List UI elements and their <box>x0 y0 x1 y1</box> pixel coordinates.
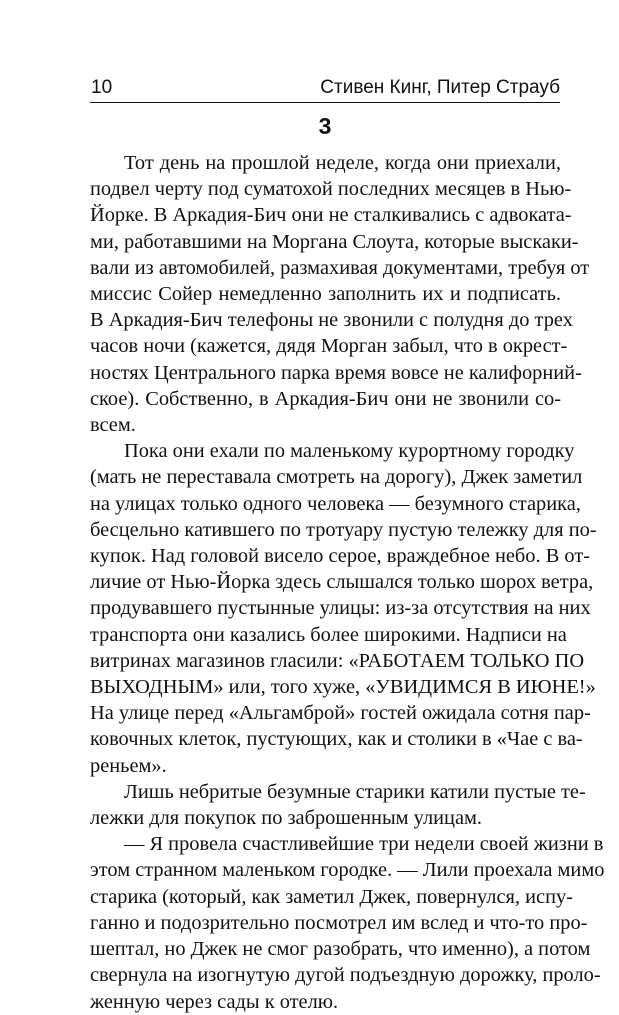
paragraph <box>90 831 605 1014</box>
text-line: этом странном маленьком городке. — Лили проехала мимо <box>90 859 605 882</box>
paragraph <box>90 438 597 779</box>
paragraph <box>90 150 590 438</box>
text-line: часов ночи (кажется, дядя Морган забыл, что в окрест- <box>90 335 568 358</box>
text-line: (мать не переставала смотреть на дорогу), Джек заметил <box>90 466 583 489</box>
text-line: Тот день на прошлой неделе, когда они приехали, <box>124 152 561 174</box>
text-line: ВЫХОДНЫМ» или, того хуже, «УВИДИМСЯ В ИЮНЕ!» <box>90 676 596 699</box>
text-line: женную через сады к отелю. <box>90 990 339 1013</box>
text-line: вали из автомобилей, размахивая документами, требуя от <box>90 256 590 279</box>
text-line: на улицах только одного человека — безумного старика, <box>90 492 581 515</box>
text-line: ми, работавшими на Моргана Слоута, которые выскаки- <box>90 230 579 253</box>
text-line: ковочных клеток, пустующих, как и столики в «Чае с ва- <box>90 728 583 751</box>
text-line: продувавшего пустынные улицы: из-за отсутствия на них <box>90 597 591 620</box>
text-line: — Я провела счастливейшие три недели своей жизни в <box>124 833 604 856</box>
text-line: ностях Центрального парка время вовсе не калифорний- <box>90 361 582 384</box>
text-line: купок. Над головой висело серое, враждебное небо. В от- <box>90 545 591 568</box>
text-line: шептал, но Джек не смог разобрать, что именно), а потом <box>90 938 591 961</box>
text-line: витринах магазинов гласили: «РАБОТАЕМ ТОЛЬКО ПО <box>90 649 585 672</box>
text-line: Пока они ехали по маленькому курортному городку <box>124 440 575 463</box>
text-line: старика (который, как заметил Джек, повернулся, испу- <box>90 885 573 908</box>
running-title: Стивен Кинг, Питер Страуб <box>320 77 560 98</box>
text-line: ганно и подозрительно посмотрел им вслед и что-то про- <box>90 911 588 934</box>
paragraph <box>90 779 586 831</box>
text-line: свернула на изогнутую дугой подъездную дорожку, проло- <box>90 964 601 987</box>
text-line: На улице перед «Альгамброй» гостей ожидала сотня пар- <box>90 702 591 725</box>
text-line: Йорке. В Аркадия-Бич они не сталкивались с адвоката- <box>90 204 572 227</box>
chapter-number: 3 <box>318 113 332 139</box>
text-line: ское). Собственно, в Аркадия-Бич они не звонили со- <box>90 387 561 410</box>
text-line: реньем». <box>90 754 167 777</box>
text-line: миссис Сойер немедленно заполнить их и подписать. <box>90 283 561 306</box>
text-line: В Аркадия-Бич телефоны не звонили с полудня до трех <box>90 309 573 332</box>
text-line: всем. <box>90 414 136 437</box>
text-line: Лишь небритые безумные старики катили пустые те- <box>124 780 586 803</box>
text-line: транспорта они казались более широкими. Надписи на <box>90 623 567 646</box>
page-number: 10 <box>91 77 113 98</box>
body-text <box>90 150 605 1015</box>
text-line: личие от Нью-Йорка здесь слышался только шорох ветра, <box>90 571 594 594</box>
text-line: лежки для покупок по заброшенным улицам. <box>90 807 482 830</box>
text-line: подвел черту под суматохой последних месяцев в Нью- <box>90 178 572 201</box>
header-rule <box>90 102 560 103</box>
text-line: бесцельно катившего по тротуару пустую тележку для по- <box>90 518 597 541</box>
